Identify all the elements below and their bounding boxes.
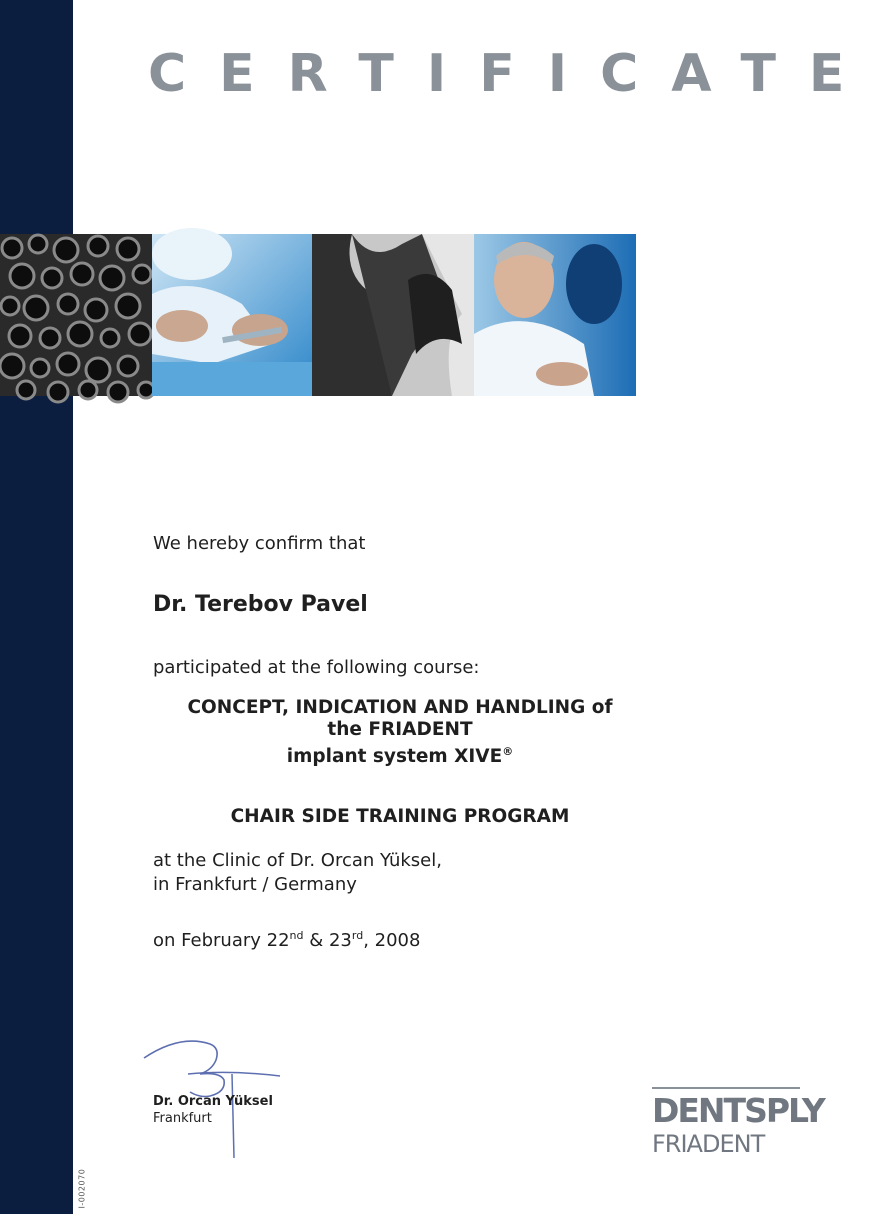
logo-brand: DENTSPLY xyxy=(652,1091,824,1130)
course-title-line-1: CONCEPT, INDICATION AND HANDLING of xyxy=(187,697,613,718)
location-line-2: in Frankfurt / Germany xyxy=(153,874,357,895)
implant-thread-image xyxy=(312,234,474,396)
course-title-line-2: the FRIADENT xyxy=(327,719,473,740)
intro-text: We hereby confirm that xyxy=(153,533,366,554)
participation-text: participated at the following course: xyxy=(153,657,480,678)
course-title xyxy=(120,697,680,768)
smiling-doctor-image xyxy=(474,234,636,396)
course-date: on February 22nd & 23rd, 2008 xyxy=(153,929,421,951)
program-title: CHAIR SIDE TRAINING PROGRAM xyxy=(230,806,570,827)
registered-mark: ® xyxy=(502,745,514,758)
course-title-line-3: implant system XIVE® xyxy=(286,745,514,768)
logo-sub: FRIADENT xyxy=(652,1130,765,1158)
document-code: I-002070 xyxy=(77,1168,87,1209)
location-text xyxy=(153,849,442,897)
recipient-name: Dr. Terebov Pavel xyxy=(153,592,368,617)
location-line-1: at the Clinic of Dr. Orcan Yüksel, xyxy=(153,850,442,871)
certificate-title: CERTIFICATE xyxy=(148,44,877,104)
dentsply-friadent-logo xyxy=(652,1087,824,1158)
side-band xyxy=(0,0,73,1214)
photo-strip xyxy=(0,234,636,396)
logo-rule xyxy=(652,1087,800,1089)
surgeon-hands-image xyxy=(152,234,312,396)
signer-city: Frankfurt xyxy=(153,1111,212,1126)
signer-name: Dr. Orcan Yüksel xyxy=(153,1094,273,1109)
bone-texture-image xyxy=(0,234,152,396)
